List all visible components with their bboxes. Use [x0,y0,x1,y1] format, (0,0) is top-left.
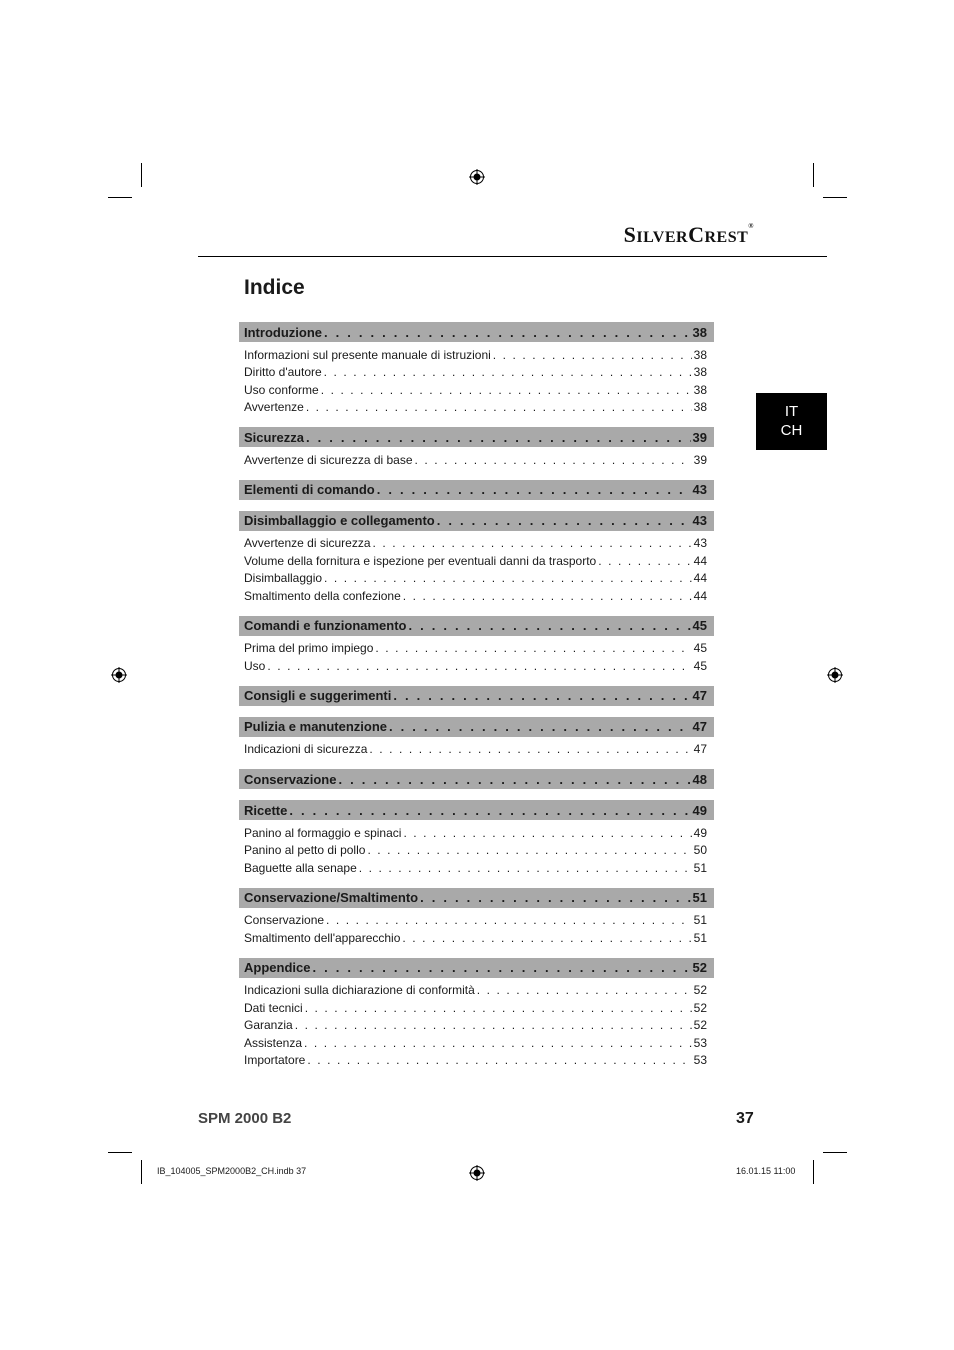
toc-entry-label: Smaltimento dell'apparecchio [244,930,401,945]
toc-entry-list [239,820,714,877]
toc-section-header[interactable] [239,717,714,737]
toc-section-title: Comandi e funzionamento [244,618,407,633]
toc-section-title: Conservazione/Smaltimento [244,890,419,905]
toc-section [239,322,714,416]
toc-leader-dots [312,960,690,975]
toc-section-page: 47 [692,688,707,703]
toc-entry[interactable] [239,399,714,417]
toc-entry-label: Baguette alla senape [244,860,357,875]
toc-entry[interactable] [239,741,714,759]
toc-section [239,686,714,706]
page-number: 37 [736,1110,754,1127]
toc-leader-dots [493,348,692,362]
toc-leader-dots [402,931,691,945]
toc-section-title: Elementi di comando [244,482,375,497]
toc-section-header[interactable] [239,427,714,447]
toc-entry-label: Avvertenze [244,400,304,415]
toc-section-header[interactable] [239,480,714,500]
toc-section-header[interactable] [239,322,714,342]
toc-entry-list [239,908,714,947]
crop-mark [108,1152,132,1153]
toc-section-page: 43 [692,513,707,528]
toc-leader-dots [306,430,691,445]
toc-section-page: 48 [692,771,707,787]
language-tab [756,393,827,450]
registration-mark-icon [469,1165,485,1181]
toc-leader-dots [359,861,692,875]
toc-entry[interactable] [239,587,714,605]
toc-entry[interactable] [239,657,714,675]
toc-section [239,958,714,1070]
toc-leader-dots [437,513,691,528]
toc-entry[interactable] [239,364,714,382]
crop-mark [813,163,814,187]
toc-section-page: 52 [692,960,707,975]
toc-entry-label: Smaltimento della confezione [244,588,401,603]
toc-entry[interactable] [239,1034,714,1052]
language-tab-line: IT [784,403,799,420]
toc-leader-dots [367,843,691,857]
crop-mark [108,197,132,198]
toc-section-title: Consigli e suggerimenti [244,688,392,703]
toc-entry-page: 52 [693,1000,707,1015]
toc-section-header[interactable] [239,800,714,820]
toc-leader-dots [324,365,692,379]
toc-entry[interactable] [239,824,714,842]
toc-leader-dots [598,554,691,568]
toc-entry-label: Informazioni sul presente manuale di istruzioni [244,347,491,362]
toc-entry[interactable] [239,1017,714,1035]
toc-entry-page: 44 [693,571,707,586]
page-title: Indice [244,276,305,299]
toc-leader-dots [306,400,692,414]
toc-section-header[interactable] [239,958,714,978]
toc-leader-dots [307,1053,691,1067]
toc-section [239,427,714,469]
toc-entry-page: 45 [693,658,707,673]
toc-entry-list [239,447,714,469]
crop-mark [823,197,847,198]
toc-entry-page: 53 [693,1035,707,1050]
toc-section-header[interactable] [239,616,714,636]
table-of-contents [239,322,714,1069]
toc-entry[interactable] [239,640,714,658]
toc-section [239,800,714,877]
registration-mark-icon [111,667,127,683]
toc-leader-dots [393,688,690,703]
toc-leader-dots [321,383,692,397]
toc-entry[interactable] [239,982,714,1000]
toc-leader-dots [403,589,692,603]
model-name: SPM 2000 B2 [198,1110,292,1127]
registration-mark-icon [469,169,485,185]
toc-leader-dots [324,325,691,340]
toc-section-title: Ricette [244,802,288,818]
toc-entry-page: 49 [693,825,707,840]
toc-entry-page: 47 [693,742,707,757]
toc-section-page: 45 [692,618,707,633]
print-slug-file: IB_104005_SPM2000B2_CH.indb 37 [157,1166,307,1176]
toc-leader-dots [369,742,691,756]
toc-entry[interactable] [239,552,714,570]
toc-entry-page: 51 [693,913,707,928]
toc-section-title: Sicurezza [244,429,304,445]
toc-entry-label: Panino al petto di pollo [244,843,366,858]
toc-section-page: 49 [692,802,707,818]
toc-leader-dots [267,659,691,673]
toc-leader-dots [415,453,692,467]
toc-entry-list [239,737,714,759]
toc-section-header[interactable] [239,888,714,908]
toc-entry[interactable] [239,346,714,364]
toc-entry[interactable] [239,570,714,588]
toc-section-title: Disimballaggio e collegamento [244,513,435,528]
toc-entry-label: Uso conforme [244,382,319,397]
toc-entry-label: Avvertenze di sicurezza di base [244,452,413,467]
toc-entry[interactable] [239,381,714,399]
header-rule [198,256,827,257]
toc-entry[interactable] [239,842,714,860]
toc-section-header[interactable] [239,511,714,531]
toc-section [239,888,714,947]
registration-mark-icon [827,667,843,683]
crop-mark [141,1160,142,1184]
toc-section [239,717,714,759]
toc-entry[interactable] [239,912,714,930]
toc-entry-page: 45 [693,641,707,656]
toc-entry-label: Dati tecnici [244,1000,303,1015]
toc-leader-dots [295,1018,692,1032]
toc-entry-page: 51 [693,930,707,945]
toc-entry-page: 53 [693,1053,707,1068]
toc-leader-dots [389,719,691,734]
toc-entry-label: Volume della fornitura e ispezione per eventuali danni da trasporto [244,553,597,568]
toc-entry-label: Indicazioni di sicurezza [244,742,368,757]
toc-entry-page: 52 [693,1018,707,1033]
toc-entry[interactable] [239,1052,714,1070]
toc-entry-page: 44 [693,553,707,568]
toc-section-title: Conservazione [244,771,337,787]
toc-entry-page: 44 [693,588,707,603]
toc-entry[interactable] [239,999,714,1017]
crop-mark [813,1160,814,1184]
toc-entry-label: Diritto d'autore [244,365,322,380]
toc-leader-dots [304,1036,692,1050]
toc-entry-page: 38 [693,382,707,397]
toc-section-header[interactable] [239,769,714,789]
toc-section-page: 43 [692,482,707,497]
toc-leader-dots [420,890,690,905]
toc-leader-dots [403,826,691,840]
toc-entry[interactable] [239,451,714,469]
toc-entry-label: Disimballaggio [244,571,323,586]
toc-section [239,480,714,500]
toc-entry[interactable] [239,535,714,553]
toc-entry-page: 51 [693,860,707,875]
toc-section [239,511,714,605]
toc-entry-page: 50 [693,843,707,858]
toc-section [239,769,714,789]
toc-entry-list [239,342,714,416]
toc-entry-label: Conservazione [244,913,325,928]
toc-entry-label: Importatore [244,1053,306,1068]
toc-entry-page: 43 [693,536,707,551]
toc-section [239,616,714,675]
toc-section-page: 51 [692,890,707,905]
toc-entry-page: 39 [693,452,707,467]
toc-entry-list [239,636,714,675]
toc-section-page: 47 [692,719,707,734]
crop-mark [823,1152,847,1153]
toc-section-title: Appendice [244,960,311,975]
toc-section-page: 38 [692,324,707,340]
toc-entry-page: 38 [693,365,707,380]
toc-section-header[interactable] [239,686,714,706]
toc-entry-label: Uso [244,658,266,673]
toc-leader-dots [477,983,692,997]
toc-leader-dots [409,618,691,633]
toc-entry-page: 52 [693,983,707,998]
toc-entry-page: 38 [693,400,707,415]
toc-leader-dots [326,913,692,927]
toc-entry[interactable] [239,929,714,947]
toc-leader-dots [305,1001,692,1015]
toc-entry[interactable] [239,859,714,877]
print-slug-datetime: 16.01.15 11:00 [736,1166,796,1176]
toc-entry-label: Avvertenze di sicurezza [244,536,371,551]
language-tab-line: CH [780,422,803,439]
toc-entry-page: 38 [693,347,707,362]
toc-entry-label: Assistenza [244,1035,303,1050]
toc-entry-list [239,978,714,1070]
toc-leader-dots [338,772,690,787]
toc-entry-label: Indicazioni sulla dichiarazione di conformità [244,983,475,998]
crop-mark [141,163,142,187]
brand-logo: SILVERCREST® [623,222,754,247]
toc-leader-dots [289,803,690,818]
toc-section-title: Introduzione [244,324,322,340]
toc-entry-label: Garanzia [244,1018,293,1033]
toc-section-page: 39 [692,429,707,445]
toc-entry-label: Prima del primo impiego [244,641,374,656]
toc-entry-label: Panino al formaggio e spinaci [244,825,402,840]
toc-leader-dots [375,641,691,655]
toc-leader-dots [377,482,691,497]
toc-section-title: Pulizia e manutenzione [244,719,388,734]
toc-leader-dots [324,571,692,585]
toc-leader-dots [373,536,692,550]
toc-entry-list [239,531,714,605]
